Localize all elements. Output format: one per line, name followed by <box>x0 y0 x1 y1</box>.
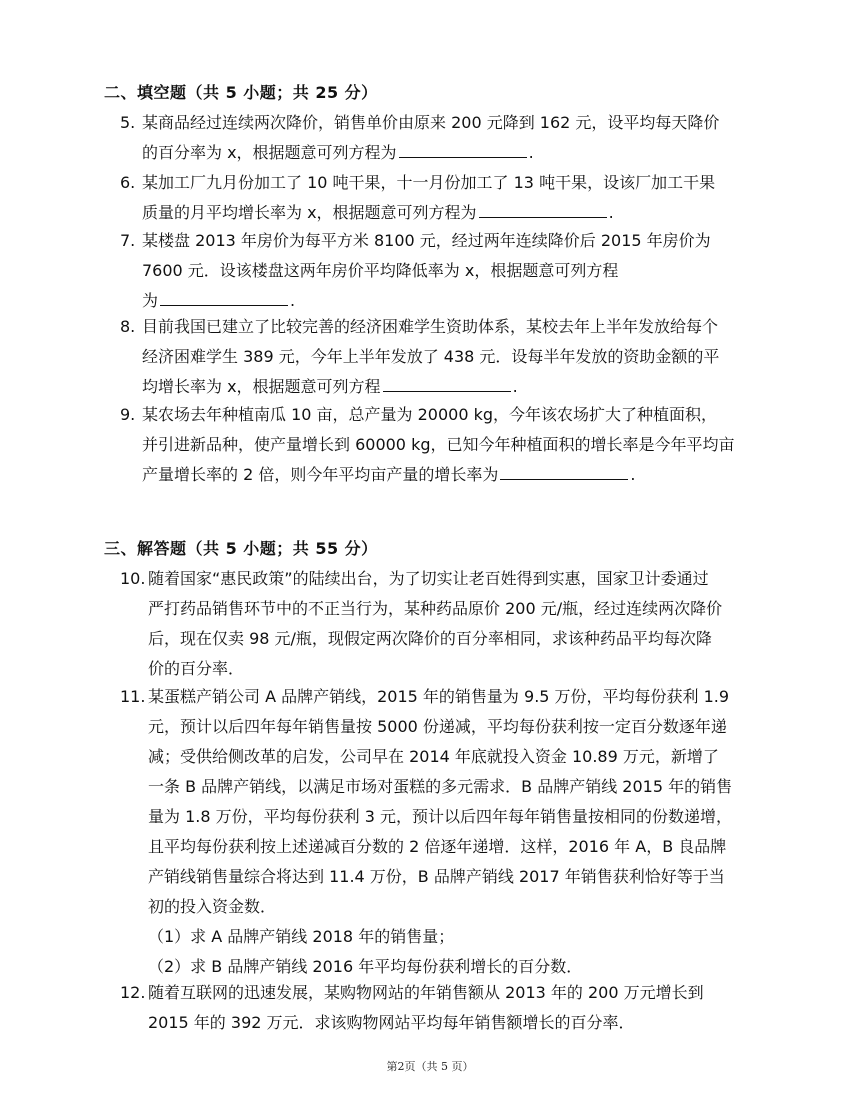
answer-blank[interactable] <box>383 373 511 392</box>
sub-question-2: （2）求 B 品牌产销线 2016 年平均每份获利增长的百分数． <box>148 957 583 976</box>
question-text-line: 随着互联网的迅速发展，某购物网站的年销售额从 2013 年的 200 万元增长到 <box>148 983 704 1002</box>
question-10 <box>120 564 760 684</box>
question-text-line: 产量增长率的 2 倍，则今年平均亩产量的增长率为 <box>142 465 499 484</box>
question-text-line: 减；受供给侧改革的启发，公司早在 2014 年底就投入资金 10.89 万元，新增了 <box>148 747 719 766</box>
punctuation: . <box>528 143 534 162</box>
question-number: 11. <box>120 687 146 706</box>
question-number: 6. <box>120 173 136 192</box>
question-number: 5. <box>120 113 136 132</box>
question-text-line: 某楼盘 2013 年房价为每平方米 8100 元，经过两年连续降价后 2015 年房价为 <box>142 231 711 250</box>
question-text-line: 某商品经过连续两次降价，销售单价由原来 200 元降到 162 元，设平均每天降价 <box>142 113 720 132</box>
question-number: 9. <box>120 405 136 424</box>
punctuation: . <box>630 465 636 484</box>
question-number: 7. <box>120 231 136 250</box>
answer-blank[interactable] <box>160 287 288 306</box>
question-text-line: 随着国家“惠民政策”的陆续出台，为了切实让老百姓得到实惠，国家卫计委通过 <box>148 569 709 588</box>
question-text-line: 量为 1.8 万份，平均每份获利 3 元，预计以后四年每年销售量按相同的份数递增， <box>148 807 732 826</box>
answer-blank[interactable] <box>479 199 607 218</box>
question-text-line: 一条 B 品牌产销线，以满足市场对蛋糕的多元需求．B 品牌产销线 2015 年的销售 <box>148 777 733 796</box>
sub-question-1: （1）求 A 品牌产销线 2018 年的销售量； <box>148 927 455 946</box>
question-text-line: 质量的月平均增长率为 x，根据题意可列方程为 <box>142 203 477 222</box>
question-6 <box>120 168 760 228</box>
question-7 <box>120 226 760 316</box>
section-title-answer: 三、解答题（共 5 小题；共 55 分） <box>104 539 378 558</box>
question-text-line: 目前我国已建立了比较完善的经济困难学生资助体系，某校去年上半年发放给每个 <box>142 317 719 336</box>
question-text-line: 初的投入资金数． <box>148 897 277 916</box>
question-text-line: 某加工厂九月份加工了 10 吨干果，十一月份加工了 13 吨干果，设该厂加工干果 <box>142 173 716 192</box>
question-9 <box>120 400 760 490</box>
question-text-line: 元，预计以后四年每年销售量按 5000 份递减，平均每份获利按一定百分数逐年递 <box>148 717 727 736</box>
question-text-line: 并引进新品种，使产量增长到 60000 kg，已知今年种植面积的增长率是今年平均亩 <box>142 435 735 454</box>
answer-blank[interactable] <box>500 461 628 480</box>
question-text-line: 经济困难学生 389 元，今年上半年发放了 438 元．设每半年发放的资助金额的平 <box>142 347 720 366</box>
question-number: 8. <box>120 317 136 336</box>
question-number: 10. <box>120 569 146 588</box>
section-title-fill-in: 二、填空题（共 5 小题；共 25 分） <box>104 83 378 102</box>
punctuation: . <box>608 203 614 222</box>
question-text-line: 后，现在仅卖 98 元/瓶，现假定两次降价的百分率相同，求该种药品平均每次降 <box>148 629 712 648</box>
question-text-line: 产销线销售量综合将达到 11.4 万份，B 品牌产销线 2017 年销售获利恰好等于当 <box>148 867 725 886</box>
question-text-line: 为 <box>142 291 159 310</box>
question-number: 12. <box>120 983 146 1002</box>
question-text-line: 7600 元．设该楼盘这两年房价平均降低率为 x，根据题意可列方程 <box>142 261 619 280</box>
question-5 <box>120 108 760 168</box>
question-11 <box>120 682 760 982</box>
answer-blank[interactable] <box>399 139 527 158</box>
question-text-line: 某农场去年种植南瓜 10 亩，总产量为 20000 kg，今年该农场扩大了种植面积， <box>142 405 718 424</box>
punctuation: . <box>290 291 296 310</box>
question-text-line: 2015 年的 392 万元．求该购物网站平均每年销售额增长的百分率． <box>148 1013 635 1032</box>
question-12 <box>120 978 760 1038</box>
punctuation: . <box>512 377 518 396</box>
question-text-line: 某蛋糕产销公司 A 品牌产销线，2015 年的销售量为 9.5 万份，平均每份获利 1.9 <box>148 687 730 706</box>
page-footer: 第2页（共 5 页） <box>386 1060 474 1073</box>
question-text-line: 价的百分率． <box>148 659 245 678</box>
question-text-line: 均增长率为 x，根据题意可列方程 <box>142 377 381 396</box>
question-8 <box>120 312 760 402</box>
question-text-line: 的百分率为 x，根据题意可列方程为 <box>142 143 397 162</box>
question-text-line: 严打药品销售环节中的不正当行为，某种药品原价 200 元/瓶，经过连续两次降价 <box>148 599 723 618</box>
question-text-line: 且平均每份获利按上述递减百分数的 2 倍逐年递增．这样，2016 年 A，B 良品牌 <box>148 837 727 856</box>
